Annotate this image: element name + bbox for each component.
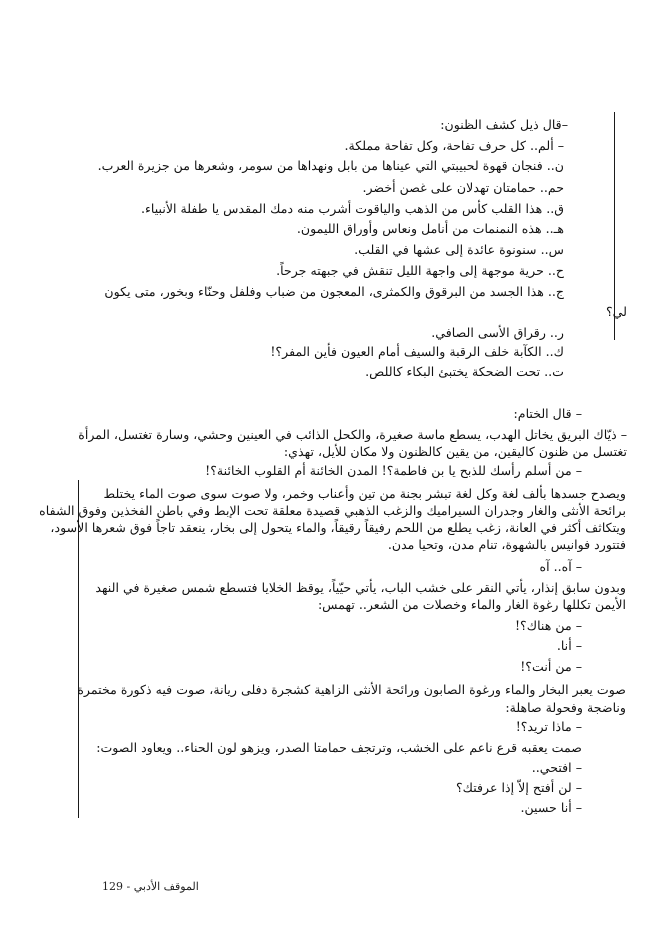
text-line: – قال الختام:	[513, 406, 582, 421]
text-line: ن.. فنجان قهوة لحبيبتي التي عيناها من بابل ونهداها من سومر، وشعرها من جزيرة العرب.	[97, 158, 564, 173]
text-line: – ذيّاك البريق يخاتل الهدب، يسطع ماسة صغيرة، والكحل الذائب في العينين وحشي، وسارة تغتسل، المرأة	[78, 427, 627, 442]
text-line: – من أنت؟!	[520, 659, 582, 674]
page-footer: الموقف الأدبي - 129	[102, 880, 199, 893]
text-line: وناضجة وفحولة صاهلة:	[505, 700, 626, 715]
text-line: – من هناك؟!	[514, 618, 582, 633]
text-line: هـ.. هذه النمنمات من أنامل ونعاس وأوراق الليمون.	[296, 221, 564, 236]
text-line: – أنا حسين.	[520, 800, 582, 815]
text-line: ويتكاثف أكثر في العانة، زغب يطلع من اللحم رفيقاً رقيقاً، والماء يتحول إلى بخار، ينعقد تاجاً فوق شعرها الأسود،	[50, 520, 626, 535]
text-line: برائحة الأنثى والغار وجدران السيراميك والزغب الذهبي قصيدة معلقة تحت الإبط وفي باطن الفخذين وفوق الشفاه	[39, 503, 626, 518]
text-line: ج.. هذا الجسد من البرقوق والكمثرى، المعجون من ضباب وفلفل وحنّاء وبخور، متى يكون	[104, 284, 564, 299]
text-line: – ماذا تريد؟!	[515, 719, 582, 734]
text-line: – من أسلم رأسك للذبح يا بن فاطمة؟! المدن الخائنة أم القلوب الخائنة؟!	[205, 463, 582, 478]
text-line: ويصدح جسدها بألف لغة وكل لغة تبشر بجنة من تين وأعناب وخمر، ولا صوت سوى صوت الماء يختلط	[103, 486, 626, 501]
text-line: لي؟	[605, 304, 627, 319]
text-line: – لن أفتح إلاّ إذا عرفتك؟	[455, 780, 582, 795]
text-line: – آه.. آه	[539, 559, 582, 574]
text-line: الأيمن تكللها رغوة الغار والماء وخصلات من الشعر.. تهمس:	[317, 597, 626, 612]
text-line: حم.. حمامتان تهدلان على غصن أخضر.	[362, 180, 564, 195]
text-line: س.. سنونوة عائدة إلى عشها في القلب.	[354, 242, 564, 257]
text-line: –قال ذيل كشف الظنون:	[440, 117, 568, 132]
text-line: ت.. تحت الضحكة يختبئ البكاء كاللص.	[365, 364, 564, 379]
text-line: ق.. هذا القلب كأس من الذهب والياقوت أشرب منه دمك المقدس يا طفلة الأنبياء.	[140, 201, 564, 216]
text-line: تغتسل من ظنون كاليقين، من يقين كالظنون ولا مكان للأيل، تهذي:	[283, 444, 627, 459]
text-line: ح.. حرية موجهة إلى واجهة الليل تنقش في جبهته جرحاً.	[276, 263, 564, 278]
text-line: صمت يعقبه قرع ناعم على الخشب، وترتجف حمامتا الصدر، ويزهو لون الحناء.. ويعاود الصوت:	[96, 740, 582, 755]
text-line: صوت يعبر البخار والماء ورغوة الصابون ورائحة الأنثى الزاهية كشجرة دفلى ريانة، صوت فيه ذكورة مختمرة	[77, 682, 626, 697]
text-line: – ألم.. كل حرف تفاحة، وكل تفاحة مملكة.	[344, 138, 564, 153]
text-line: وبدون سابق إنذار، يأتي النقر على خشب الباب، يأتي حيّياً، يوقظ الخلايا فتسطع شمس صغيرة في النهد	[95, 580, 626, 595]
text-line: فتتورد فوانيس بالشهوة، تنام مدن، وتحيا مدن.	[387, 537, 626, 552]
text-line: – افتحي..	[531, 760, 582, 775]
text-line: – أنا.	[556, 638, 582, 653]
text-line: ر.. رقراق الأسى الصافي.	[431, 325, 564, 340]
text-line: ك.. الكآبة خلف الرقبة والسيف أمام العيون فأين المفر؟!	[270, 344, 564, 359]
